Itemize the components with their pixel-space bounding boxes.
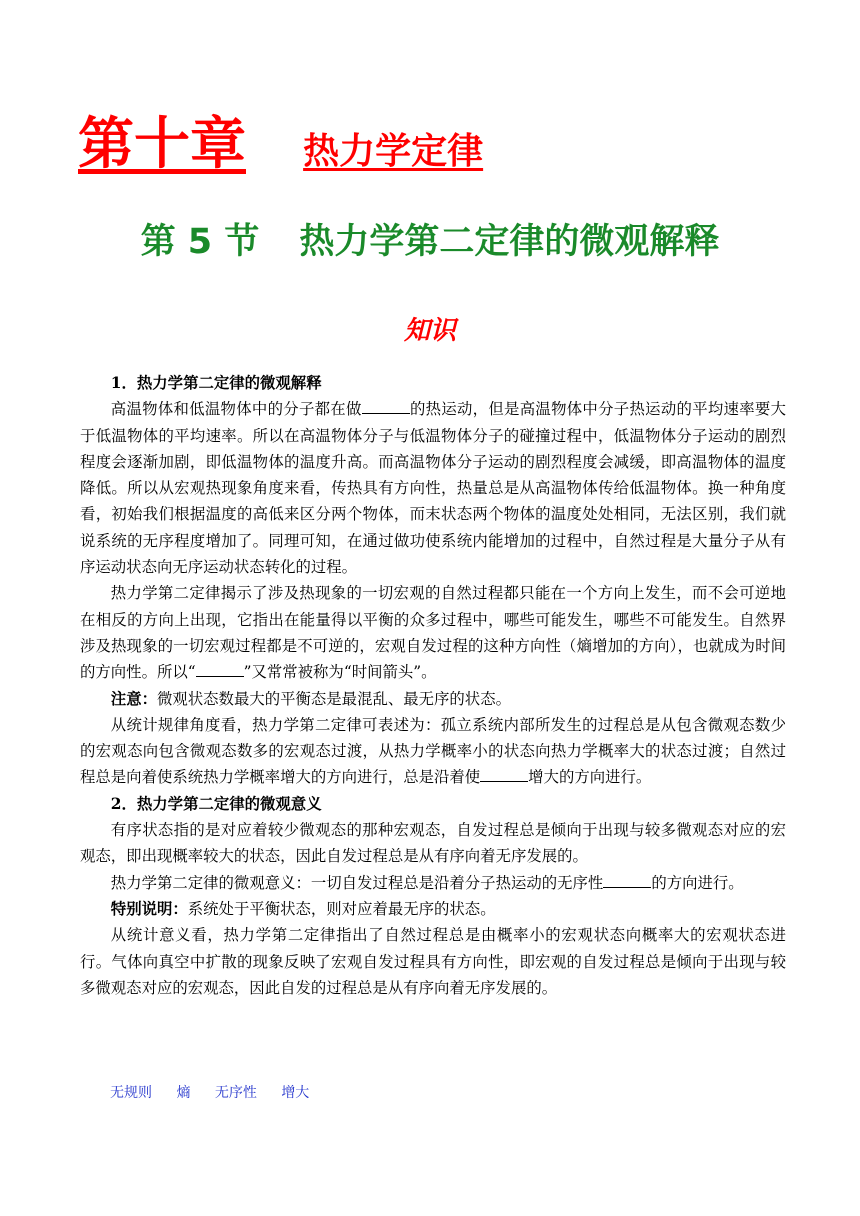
answer-1: 无规则: [110, 1085, 152, 1101]
content-body: [80, 370, 786, 1001]
paragraph-5: 热力学第二定律的微观意义：一切自发过程总是沿着分子热运动的无序性 的方向进行。: [110, 873, 744, 892]
chapter-heading: [78, 110, 483, 187]
paragraph-3: 从统计规律角度看，热力学第二定律可表述为：孤立系统内部所发生的过程总是从包含微观态数少的宏观态向包含微观态数多的宏观态过渡，从热力学概率小的状态向热力学概率大的状态过渡；自然过程总是向着使系统热力学概率增大的方向进行，总是沿着使 增大的方向进行。: [80, 715, 786, 787]
special-note-label: 特别说明：: [110, 899, 188, 918]
answer-4: 增大: [281, 1085, 310, 1101]
answer-key: [110, 1082, 325, 1102]
answer-2: 熵: [176, 1085, 191, 1101]
fill-blank-1: [362, 413, 410, 414]
subheading-2: 2．热力学第二定律的微观意义: [110, 794, 322, 813]
note-paragraph: 注意：微观状态数最大的平衡态是最混乱、最无序的状态。: [110, 689, 511, 708]
paragraph-6: 从统计意义看，热力学第二定律指出了自然过程总是由概率小的宏观状态向概率大的宏观状态进行。气体向真空中扩散的现象反映了宏观自发过程具有方向性，即宏观的自发过程总是倾向于出现与较多微观态对应的宏观态，因此自发的过程总是从有序向着无序发展的。: [80, 926, 786, 997]
chapter-name: 热力学定律: [303, 131, 484, 172]
section-number: 第 5 节: [140, 222, 260, 262]
paragraph-2: 热力学第二定律揭示了涉及热现象的一切宏观的自然过程都只能在一个方向上发生，而不会可逆地在相反的方向上出现，它指出在能量得以平衡的众多过程中，哪些可能发生，哪些不可能发生。自然界涉及热现象的一切宏观过程都是不可逆的，宏观自发过程的这种方向性（熵增加的方向），也就成为时间的方向性。所以“ ”又常常被称为“时间箭头”。: [80, 584, 786, 682]
paragraph-4: 有序状态指的是对应着较少微观态的那种宏观态，自发过程总是倾向于出现与较多微观态对应的宏观态，即出现概率较大的状态，因此自发过程总是从有序向着无序发展的。: [80, 821, 786, 866]
fill-blank-4: [603, 887, 651, 888]
note-label: 注意：: [110, 689, 157, 708]
special-note-paragraph: 特别说明：系统处于平衡状态，则对应着最无序的状态。: [110, 899, 496, 918]
section-title: 热力学第二定律的微观解释: [299, 222, 720, 262]
chapter-number: 第十章: [78, 112, 246, 177]
answer-3: 无序性: [214, 1085, 257, 1101]
fill-blank-3: [480, 781, 528, 782]
subheading-1: 1．热力学第二定律的微观解释: [110, 374, 322, 392]
knowledge-title: 知识: [403, 316, 456, 346]
section-heading: [0, 214, 860, 264]
fill-blank-2: [196, 676, 244, 677]
paragraph-1: 高温物体和低温物体中的分子都在做 的热运动，但是高温物体中分子热运动的平均速率要大于低温物体的平均速率。所以在高温物体分子与低温物体分子的碰撞过程中，低温物体分子运动的剧烈程度会逐渐加剧，即低温物体的温度升高。而高温物体分子运动的剧烈程度会减缓，即高温物体的温度降低。所以从宏观热现象角度来看，传热具有方向性，热量总是从高温物体传给低温物体。换一种角度看，初始我们根据温度的高低来区分两个物体，而末状态两个物体的温度处处相同，无法区别，我们就说系统的无序程度增加了。同理可知，在通过做功使系统内能增加的过程中，自然过程是大量分子从有序运动状态向无序运动状态转化的过程。: [80, 400, 786, 577]
